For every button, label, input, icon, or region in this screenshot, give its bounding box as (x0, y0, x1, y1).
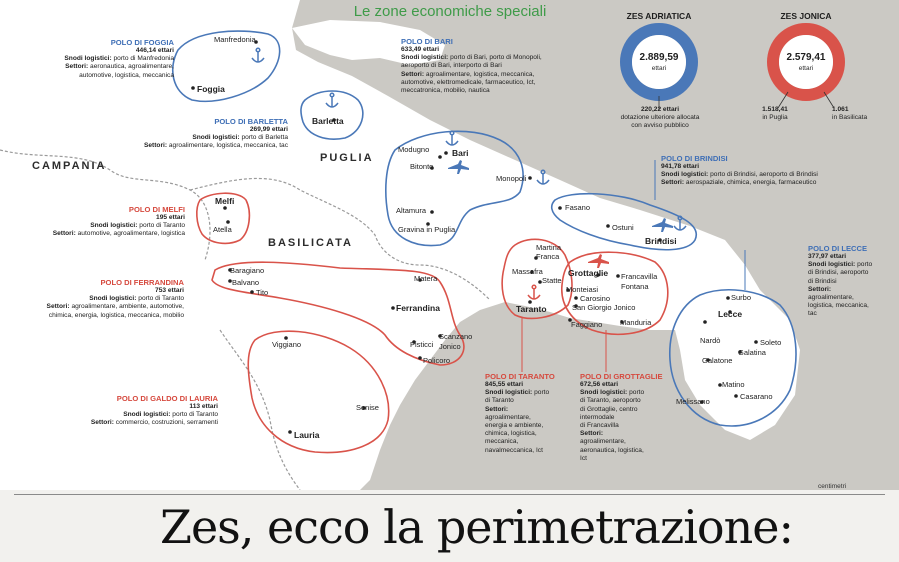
polo-taranto-area: 845,55 ettari (485, 381, 524, 388)
zes-jonica-unit: ettari (798, 65, 814, 72)
city-bari: Bari (452, 148, 469, 158)
polo-melfi-settori-label: Settori: (52, 230, 76, 238)
city-policoro: Policoro (423, 356, 451, 365)
polo-melfi-settori: automotive, agroalimentare, logistica (77, 230, 185, 238)
polo-lecce-area: 377,97 ettari (808, 253, 847, 260)
zes-adriatica-title: ZES ADRIATICA (626, 11, 692, 21)
city-scanzano: Scanzano Jonico (439, 332, 473, 351)
polo-melfi-area: 195 ettari (156, 214, 185, 221)
zes-adriatica-value: 2.889,59 (639, 52, 679, 63)
polo-brindisi-area: 941,78 ettari (661, 163, 700, 170)
polo-lecce-name: POLO DI LECCE (808, 244, 868, 253)
city-galatina: Galatina (738, 348, 766, 357)
polo-lauria-settori-label: Settori: (90, 419, 114, 427)
polo-barletta-snodi-label: Snodi logistici: (192, 134, 240, 142)
city-manfredonia: Manfredonia (214, 35, 256, 44)
city-soleto: Soleto (760, 338, 782, 347)
city-manduria: Manduria (620, 318, 652, 327)
polo-grottaglie-settori: agroalimentare, aeronautica, logistica, Ict (580, 438, 644, 462)
polo-brindisi-settori: aerospaziale, chimica, energia, farmaceutico (685, 179, 817, 187)
region-basilicata: BASILICATA (268, 237, 353, 249)
city-lecce: Lecce (718, 309, 743, 319)
city-senise: Senise (356, 403, 379, 412)
map-title: Le zone economiche speciali (353, 3, 547, 20)
city-nardo: Nardò (700, 336, 721, 345)
polo-grottaglie-snodi-label: Snodi logistici: (580, 389, 628, 397)
polo-ferrandina-settori: agroalimentare, ambiente, automotive, chimica, energia, logistica, meccanica, mobilio (48, 303, 184, 319)
polo-bari-snodi: porto di Bari, porto di Monopoli, aeroporto di Bari, interporto di Bari (401, 54, 542, 70)
city-foggia: Foggia (197, 84, 225, 94)
divider (14, 494, 885, 495)
polo-bari-snodi-label: Snodi logistici: (401, 54, 449, 62)
city-surbo: Surbo (731, 293, 752, 302)
polo-lecce-snodi: porto di Brindisi, aeroporto di Brindisi (808, 261, 873, 285)
polo-taranto-settori: agroalimentare, energia e ambiente, chimica, logistica, meccanica, navalmeccanica, Ict (485, 413, 544, 454)
polo-foggia-settori-label: Settori: (65, 63, 89, 71)
polo-foggia-name: POLO DI FOGGIA (110, 38, 174, 47)
polo-ferrandina-snodi-label: Snodi logistici: (89, 295, 137, 303)
polo-grottaglie-settori-label: Settori: (580, 430, 604, 438)
polo-lauria-area: 113 ettari (189, 403, 218, 410)
polo-foggia-area: 446,14 ettari (135, 47, 174, 54)
city-ferrandina: Ferrandina (396, 303, 440, 313)
polo-lauria-snodi-label: Snodi logistici: (123, 411, 171, 419)
region-campania: CAMPANIA (32, 160, 107, 172)
city-bitonto: Bitonto (410, 162, 434, 171)
polo-brindisi-snodi-label: Snodi logistici: (661, 171, 709, 179)
polo-bari-name: POLO DI BARI (401, 37, 453, 46)
polo-barletta-snodi: porto di Barletta (241, 134, 288, 142)
city-galatone: Galatone (702, 356, 733, 365)
polo-ferrandina-area: 753 ettari (155, 287, 184, 294)
zes-adriatica-extra-value: 220,22 ettari (640, 106, 680, 113)
info-polo-barletta (118, 117, 288, 151)
credit: centimetri (818, 483, 847, 490)
info-polo-bari (401, 37, 596, 95)
polo-melfi-snodi: porto di Taranto (139, 222, 185, 230)
city-pisticci: Pisticci (410, 340, 434, 349)
city-viggiano: Viggiano (272, 340, 302, 349)
polo-foggia-settori: aeronautica, agroalimentare, automotive, logistica, meccanica (79, 63, 174, 79)
info-polo-lauria (60, 394, 218, 428)
polo-grottaglie-area: 672,56 ettari (580, 381, 619, 388)
zes-jonica-puglia-value: 1.518,41 (762, 106, 788, 113)
polo-lauria-settori: commercio, costruzioni, serramenti (115, 419, 218, 427)
polo-lecce-settori-label: Settori: (808, 285, 832, 293)
polo-grottaglie-snodi: porto di Taranto, aeroporto di Grottaglie, centro intermodale di Francavilla (580, 389, 645, 430)
zes-adriatica-extra-text: dotazione ulteriore allocata con avviso pubblico (620, 114, 700, 129)
city-carosino: Carosino (580, 294, 611, 303)
zes-jonica-basilicata-text: in Basilicata (832, 114, 868, 121)
info-polo-brindisi (661, 154, 861, 188)
city-melissano: Melissano (676, 397, 710, 406)
city-grottaglie: Grottaglie (568, 268, 609, 278)
city-massafra: Massafra (512, 267, 543, 276)
zes-jonica-value: 2.579,41 (786, 52, 826, 63)
city-barletta: Barletta (312, 116, 344, 126)
polo-ferrandina-name: POLO DI FERRANDINA (100, 278, 184, 287)
city-monteiasi: Monteiasi (566, 285, 599, 294)
polo-foggia-snodi-label: Snodi logistici: (64, 55, 112, 63)
city-altamura: Altamura (396, 206, 427, 215)
zes-jonica-puglia (750, 106, 800, 122)
polo-ferrandina-snodi: porto di Taranto (138, 295, 184, 303)
city-lauria: Lauria (294, 430, 320, 440)
city-casarano: Casarano (740, 392, 773, 401)
polo-lauria-name: POLO DI GALDO DI LAURIA (116, 394, 218, 403)
zes-jonica-puglia-text: in Puglia (762, 114, 788, 121)
polo-bari-settori-label: Settori: (401, 70, 425, 78)
polo-lecce-snodi-label: Snodi logistici: (808, 261, 856, 269)
city-atella: Atella (213, 225, 232, 234)
info-polo-melfi (22, 205, 185, 239)
zes-jonica-basilicata-value: 1.061 (832, 106, 849, 113)
city-martina-franca: Martina Franca (536, 243, 562, 261)
city-ostuni: Ostuni (612, 223, 634, 232)
info-polo-taranto (485, 372, 565, 455)
polo-grottaglie-name: POLO DI GROTTAGLIE (580, 372, 663, 381)
polo-melfi-name: POLO DI MELFI (128, 205, 185, 214)
city-baragiano: Baragiano (230, 266, 265, 275)
city-brindisi: Brindisi (645, 236, 677, 246)
city-balvano: Balvano (232, 278, 260, 287)
city-melfi: Melfi (215, 196, 235, 206)
city-statte: Statte (542, 276, 562, 285)
polo-ferrandina-settori-label: Settori: (46, 303, 70, 311)
city-monopoli: Monopoli (496, 174, 527, 183)
polo-taranto-snodi: porto di Taranto (485, 389, 550, 405)
city-modugno: Modugno (398, 145, 430, 154)
polo-barletta-settori-label: Settori: (143, 142, 168, 150)
zes-adriatica-extra (605, 106, 715, 130)
polo-bari-settori: agroalimentare, logistica, meccanica, automotive, elettromedicale, farmaceutico, Ict, meccatronica, mobilio, nautica (401, 70, 536, 95)
polo-foggia-snodi: porto di Manfredonia (113, 55, 174, 63)
info-polo-ferrandina (14, 278, 184, 320)
polo-barletta-area: 269,99 ettari (249, 126, 288, 133)
city-fasano: Fasano (565, 203, 591, 212)
city-taranto: Taranto (516, 304, 547, 314)
polo-brindisi-snodi: porto di Brindisi, aeroporto di Brindisi (710, 171, 818, 179)
info-polo-lecce (808, 244, 893, 319)
city-san-giorgio: San Giorgio Jonico (572, 303, 636, 312)
city-francavilla: Francavilla Fontana (621, 272, 658, 291)
city-matino: Matino (722, 380, 745, 389)
polo-taranto-snodi-label: Snodi logistici: (485, 389, 533, 397)
region-puglia: PUGLIA (320, 152, 374, 164)
city-gravina: Gravina in Puglia (398, 225, 456, 234)
info-polo-foggia (22, 38, 174, 80)
polo-bari-area: 633,49 ettari (401, 46, 440, 53)
polo-lecce-settori: agroalimentare, logistica, meccanica, tac (808, 294, 869, 318)
city-matera: Matera (414, 274, 438, 283)
polo-barletta-settori: agroalimentare, logistica, meccanica, tac (168, 142, 288, 150)
polo-brindisi-name: POLO DI BRINDISI (661, 154, 728, 163)
polo-taranto-name: POLO DI TARANTO (485, 372, 555, 381)
city-faggiano: Faggiano (571, 320, 603, 329)
city-tito: Tito (256, 288, 269, 297)
polo-brindisi-settori-label: Settori: (661, 179, 685, 187)
polo-melfi-snodi-label: Snodi logistici: (90, 222, 138, 230)
polo-barletta-name: POLO DI BARLETTA (214, 117, 288, 126)
polo-taranto-settori-label: Settori: (485, 405, 509, 413)
zes-jonica-basilicata (832, 106, 892, 122)
info-polo-grottaglie (580, 372, 670, 463)
headline: Zes, ecco la perimetrazione: (160, 500, 793, 554)
polo-lauria-snodi: porto di Taranto (172, 411, 218, 419)
zes-adriatica-unit: ettari (651, 65, 667, 72)
zes-jonica-title: ZES JONICA (780, 11, 832, 21)
